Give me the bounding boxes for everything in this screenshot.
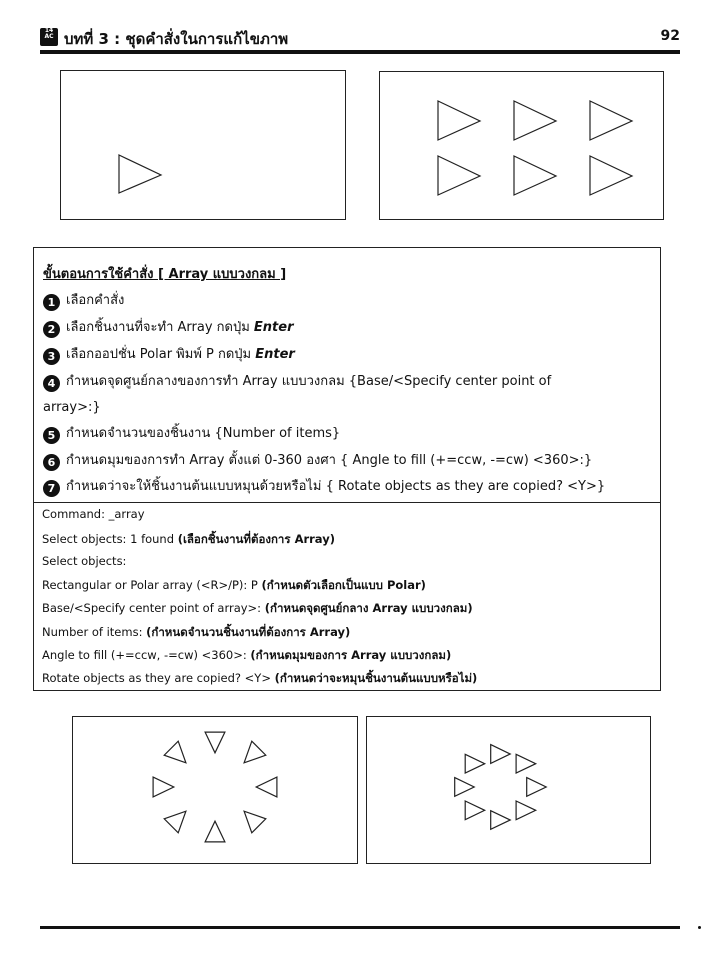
triangle-icon	[438, 101, 480, 140]
step-text: เลือกชิ้นงานที่จะทำ Array กดปุ่ม	[66, 320, 254, 335]
triangle-icon	[514, 156, 556, 195]
command-line	[42, 507, 145, 521]
step-text: กำหนดว่าจะให้ชิ้นงานต้นแบบหมุนด้วยหรือไม่ { Rotate objects as they are copied? <Y>}	[66, 479, 606, 494]
step-7	[43, 477, 605, 497]
chapter-logo-icon	[40, 28, 58, 46]
triangle-icon	[516, 801, 536, 820]
original-object-drawing	[61, 71, 345, 219]
step-4	[43, 372, 551, 392]
triangle-icon	[164, 741, 186, 763]
step-key: Enter	[255, 347, 295, 362]
command-note: (กำหนดตัวเลือกเป็นแบบ Polar)	[261, 578, 426, 592]
triangle-icon	[465, 754, 485, 773]
step-5	[43, 424, 340, 444]
triangle-icon	[590, 156, 632, 195]
step-number-badge: 2	[43, 321, 60, 338]
step-number-badge: 1	[43, 294, 60, 311]
triangle-icon	[455, 778, 475, 797]
steps-panel	[33, 247, 661, 503]
triangle-icon	[514, 101, 556, 140]
command-note: (เลือกชิ้นงานที่ต้องการ Array)	[177, 532, 335, 546]
triangle-icon	[244, 741, 266, 763]
header-rule	[40, 50, 680, 54]
figure-polar-array-rotated	[72, 716, 358, 864]
triangle-icon	[491, 745, 511, 764]
figure-rectangular-array	[379, 71, 664, 220]
command-prompt: Command: _array	[42, 507, 145, 521]
command-line	[42, 670, 477, 688]
triangle-icon	[465, 801, 485, 820]
logo-bottom-text: AC	[44, 33, 54, 40]
command-prompt: Rectangular or Polar array (<R>/P): P	[42, 578, 262, 592]
step-2	[43, 318, 294, 338]
step-text: เลือกออปชั่น Polar พิมพ์ P กดปุ่ม	[66, 347, 256, 362]
command-prompt: Rotate objects as they are copied? <Y>	[42, 671, 275, 685]
page-header	[40, 26, 680, 52]
step-6	[43, 451, 592, 471]
step-text: เลือกคำสั่ง	[66, 293, 125, 308]
command-prompt: Angle to fill (+=ccw, -=cw) <360>:	[42, 648, 251, 662]
command-note: (กำหนดจุดศูนย์กลาง Array แบบวงกลม)	[264, 601, 473, 615]
logo-top-text: 14	[44, 27, 54, 34]
figure-polar-array-fixed	[366, 716, 651, 864]
command-line	[42, 647, 451, 665]
step-4-continuation: array>:}	[43, 400, 101, 415]
command-line	[42, 577, 426, 595]
rectangular-array-drawing	[380, 72, 663, 219]
command-prompt: Number of items:	[42, 625, 147, 639]
command-line	[42, 600, 473, 618]
step-1	[43, 291, 124, 311]
command-note: (กำหนดว่าจะหมุนชิ้นงานต้นแบบหรือไม่)	[274, 671, 478, 685]
command-prompt: Select objects: 1 found	[42, 532, 178, 546]
triangle-icon	[438, 156, 480, 195]
step-text: กำหนดมุมของการทำ Array ตั้งแต่ 0-360 องศา { Angle to fill (+=ccw, -=cw) <360>:}	[66, 453, 593, 468]
triangle-icon	[205, 732, 225, 753]
command-line	[42, 624, 350, 642]
triangle-icon	[516, 754, 536, 773]
step-number-badge: 3	[43, 348, 60, 365]
step-number-badge: 7	[43, 480, 60, 497]
page-number: 92	[660, 28, 680, 44]
polar-array-rotated-drawing	[73, 717, 357, 863]
triangle-icon	[256, 777, 277, 797]
command-transcript	[33, 502, 661, 691]
triangle-icon	[527, 778, 547, 797]
command-note: (กำหนดจำนวนชิ้นงานที่ต้องการ Array)	[146, 625, 351, 639]
command-prompt: Select objects:	[42, 554, 127, 568]
triangle-icon	[153, 777, 174, 797]
step-3	[43, 345, 295, 365]
footer-dot	[698, 926, 701, 929]
step-text: กำหนดจุดศูนย์กลางของการทำ Array แบบวงกลม {Base/<Specify center point of	[66, 374, 552, 389]
triangle-icon	[244, 811, 266, 833]
triangle-icon	[164, 811, 186, 833]
polar-array-fixed-drawing	[367, 717, 650, 863]
step-number-badge: 4	[43, 375, 60, 392]
triangle-icon	[205, 821, 225, 842]
step-number-badge: 5	[43, 427, 60, 444]
command-note: (กำหนดมุมของการ Array แบบวงกลม)	[250, 648, 452, 662]
step-text: กำหนดจำนวนของชิ้นงาน {Number of items}	[66, 426, 341, 441]
chapter-title: บทที่ 3 : ชุดคำสั่งในการแก้ไขภาพ	[64, 30, 289, 48]
steps-title: ขั้นตอนการใช้คำสั่ง [ Array แบบวงกลม ]	[43, 267, 287, 282]
command-line	[42, 531, 335, 549]
figure-original-object	[60, 70, 346, 220]
footer-rule	[40, 926, 680, 929]
step-number-badge: 6	[43, 454, 60, 471]
triangle-icon	[491, 811, 511, 830]
command-line	[42, 554, 126, 568]
triangle-icon	[590, 101, 632, 140]
step-key: Enter	[253, 320, 294, 335]
triangle-icon	[119, 155, 161, 193]
command-prompt: Base/<Specify center point of array>:	[42, 601, 265, 615]
